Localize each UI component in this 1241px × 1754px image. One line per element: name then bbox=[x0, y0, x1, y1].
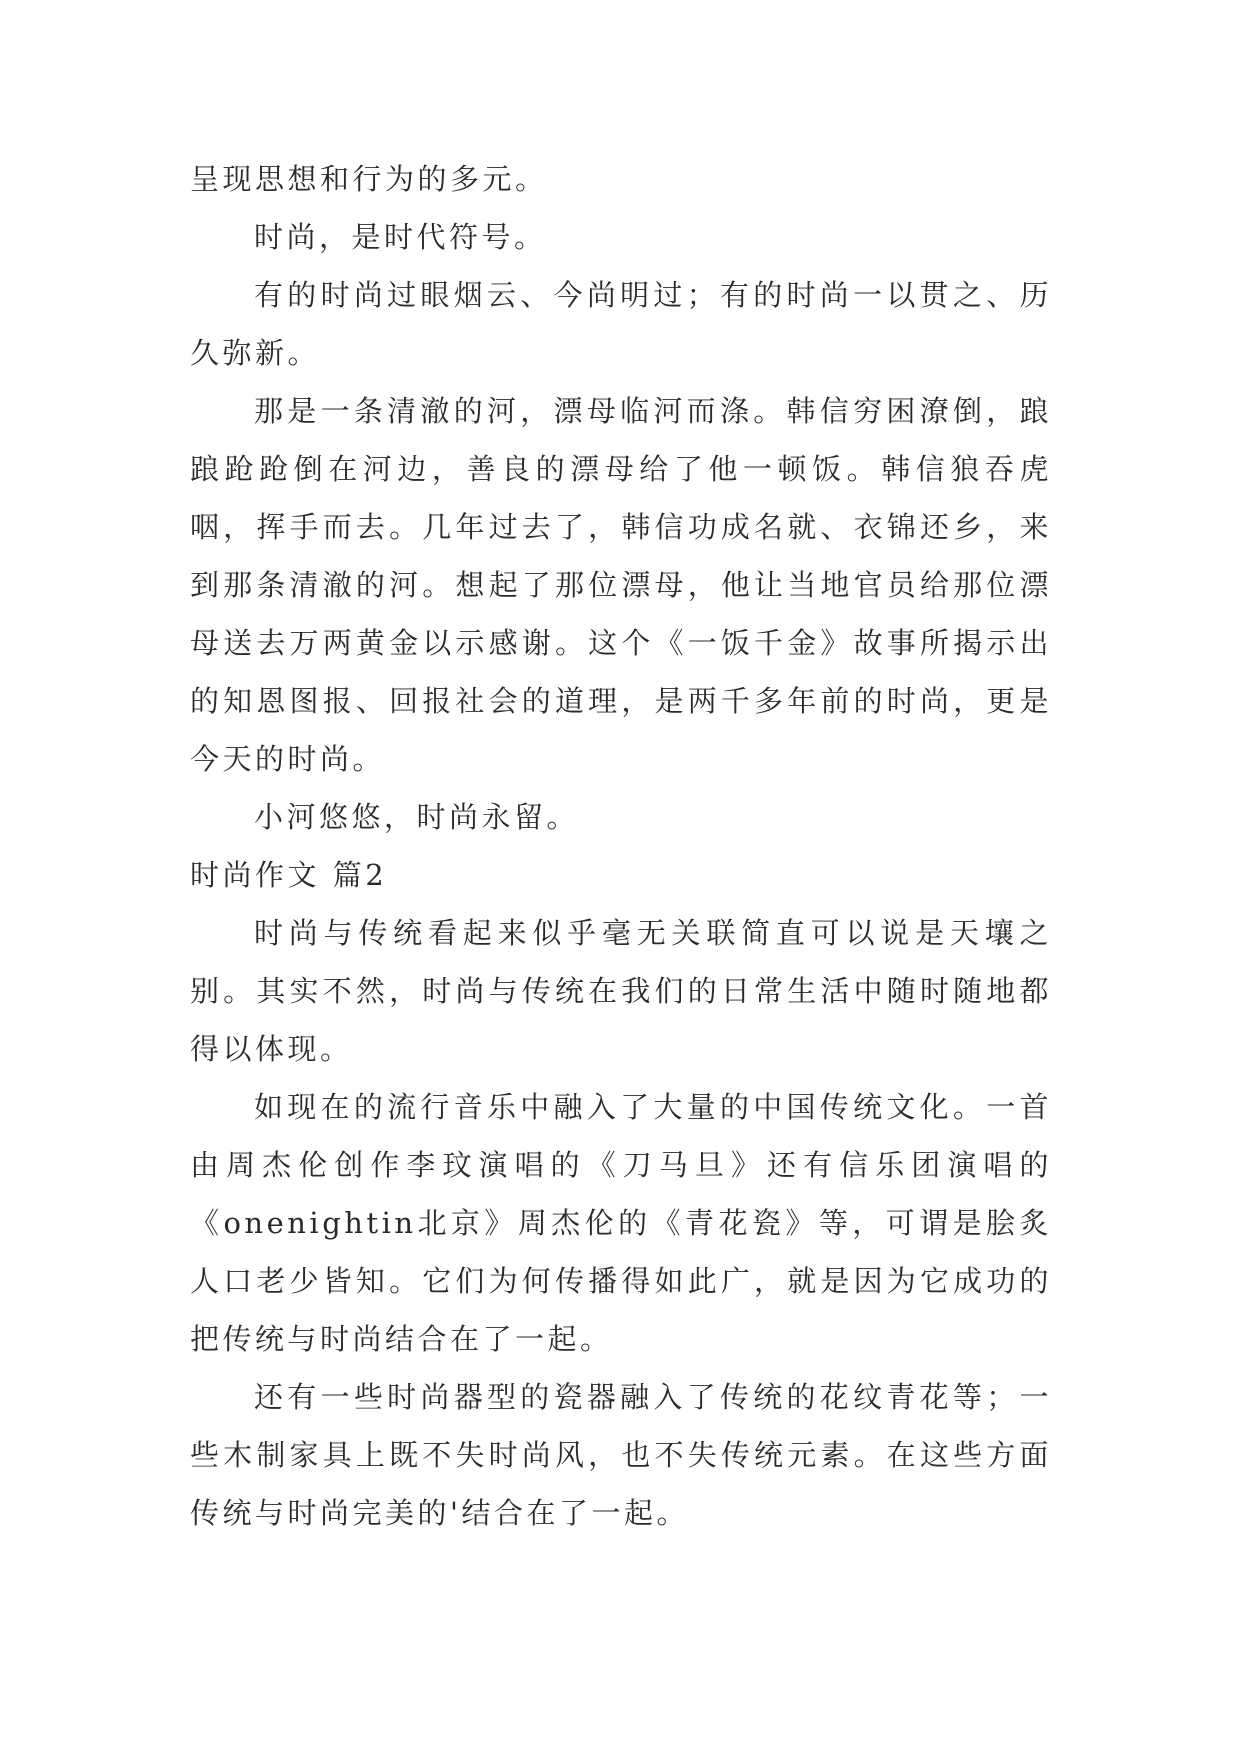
paragraph-porcelain-furniture: 还有一些时尚器型的瓷器融入了传统的花纹青花等；一些木制家具上既不失时尚风，也不失传统元素。在这些方面传统与时尚完美的'结合在了一起。 bbox=[190, 1380, 1052, 1530]
paragraph-fashion-types: 有的时尚过眼烟云、今尚明过；有的时尚一以贯之、历久弥新。 bbox=[190, 278, 1052, 370]
paragraph-tradition-intro: 时尚与传统看起来似乎毫无关联简直可以说是天壤之别。其实不然，时尚与传统在我们的日常生活中随时随地都得以体现。 bbox=[190, 916, 1052, 1066]
paragraph-pop-music: 如现在的流行音乐中融入了大量的中国传统文化。一首由周杰伦创作李玟演唱的《刀马旦》还有信乐团演唱的《onenightin北京》周杰伦的《青花瓷》等，可谓是脍炙人口老少皆知。它们为何传播得如此广，就是因为它成功的把传统与时尚结合在了一起。 bbox=[190, 1090, 1052, 1356]
paragraph-fashion-symbol: 时尚，是时代符号。 bbox=[254, 220, 547, 254]
document-page bbox=[190, 150, 1052, 1542]
paragraph-hanxin-story: 那是一条清澈的河，漂母临河而涤。韩信穷困潦倒，踉踉跄跄倒在河边，善良的漂母给了他一顿饭。韩信狼吞虎咽，挥手而去。几年过去了，韩信功成名就、衣锦还乡，来到那条清澈的河。想起了那位漂母，他让当地官员给那位漂母送去万两黄金以示感谢。这个《一饭千金》故事所揭示出的知恩图报、回报社会的道理，是两千多年前的时尚，更是今天的时尚。 bbox=[190, 394, 1052, 776]
section-heading: 时尚作文 篇2 bbox=[190, 858, 388, 892]
paragraph-river-closing: 小河悠悠，时尚永留。 bbox=[254, 800, 580, 834]
paragraph-continuation: 呈现思想和行为的多元。 bbox=[190, 162, 548, 196]
